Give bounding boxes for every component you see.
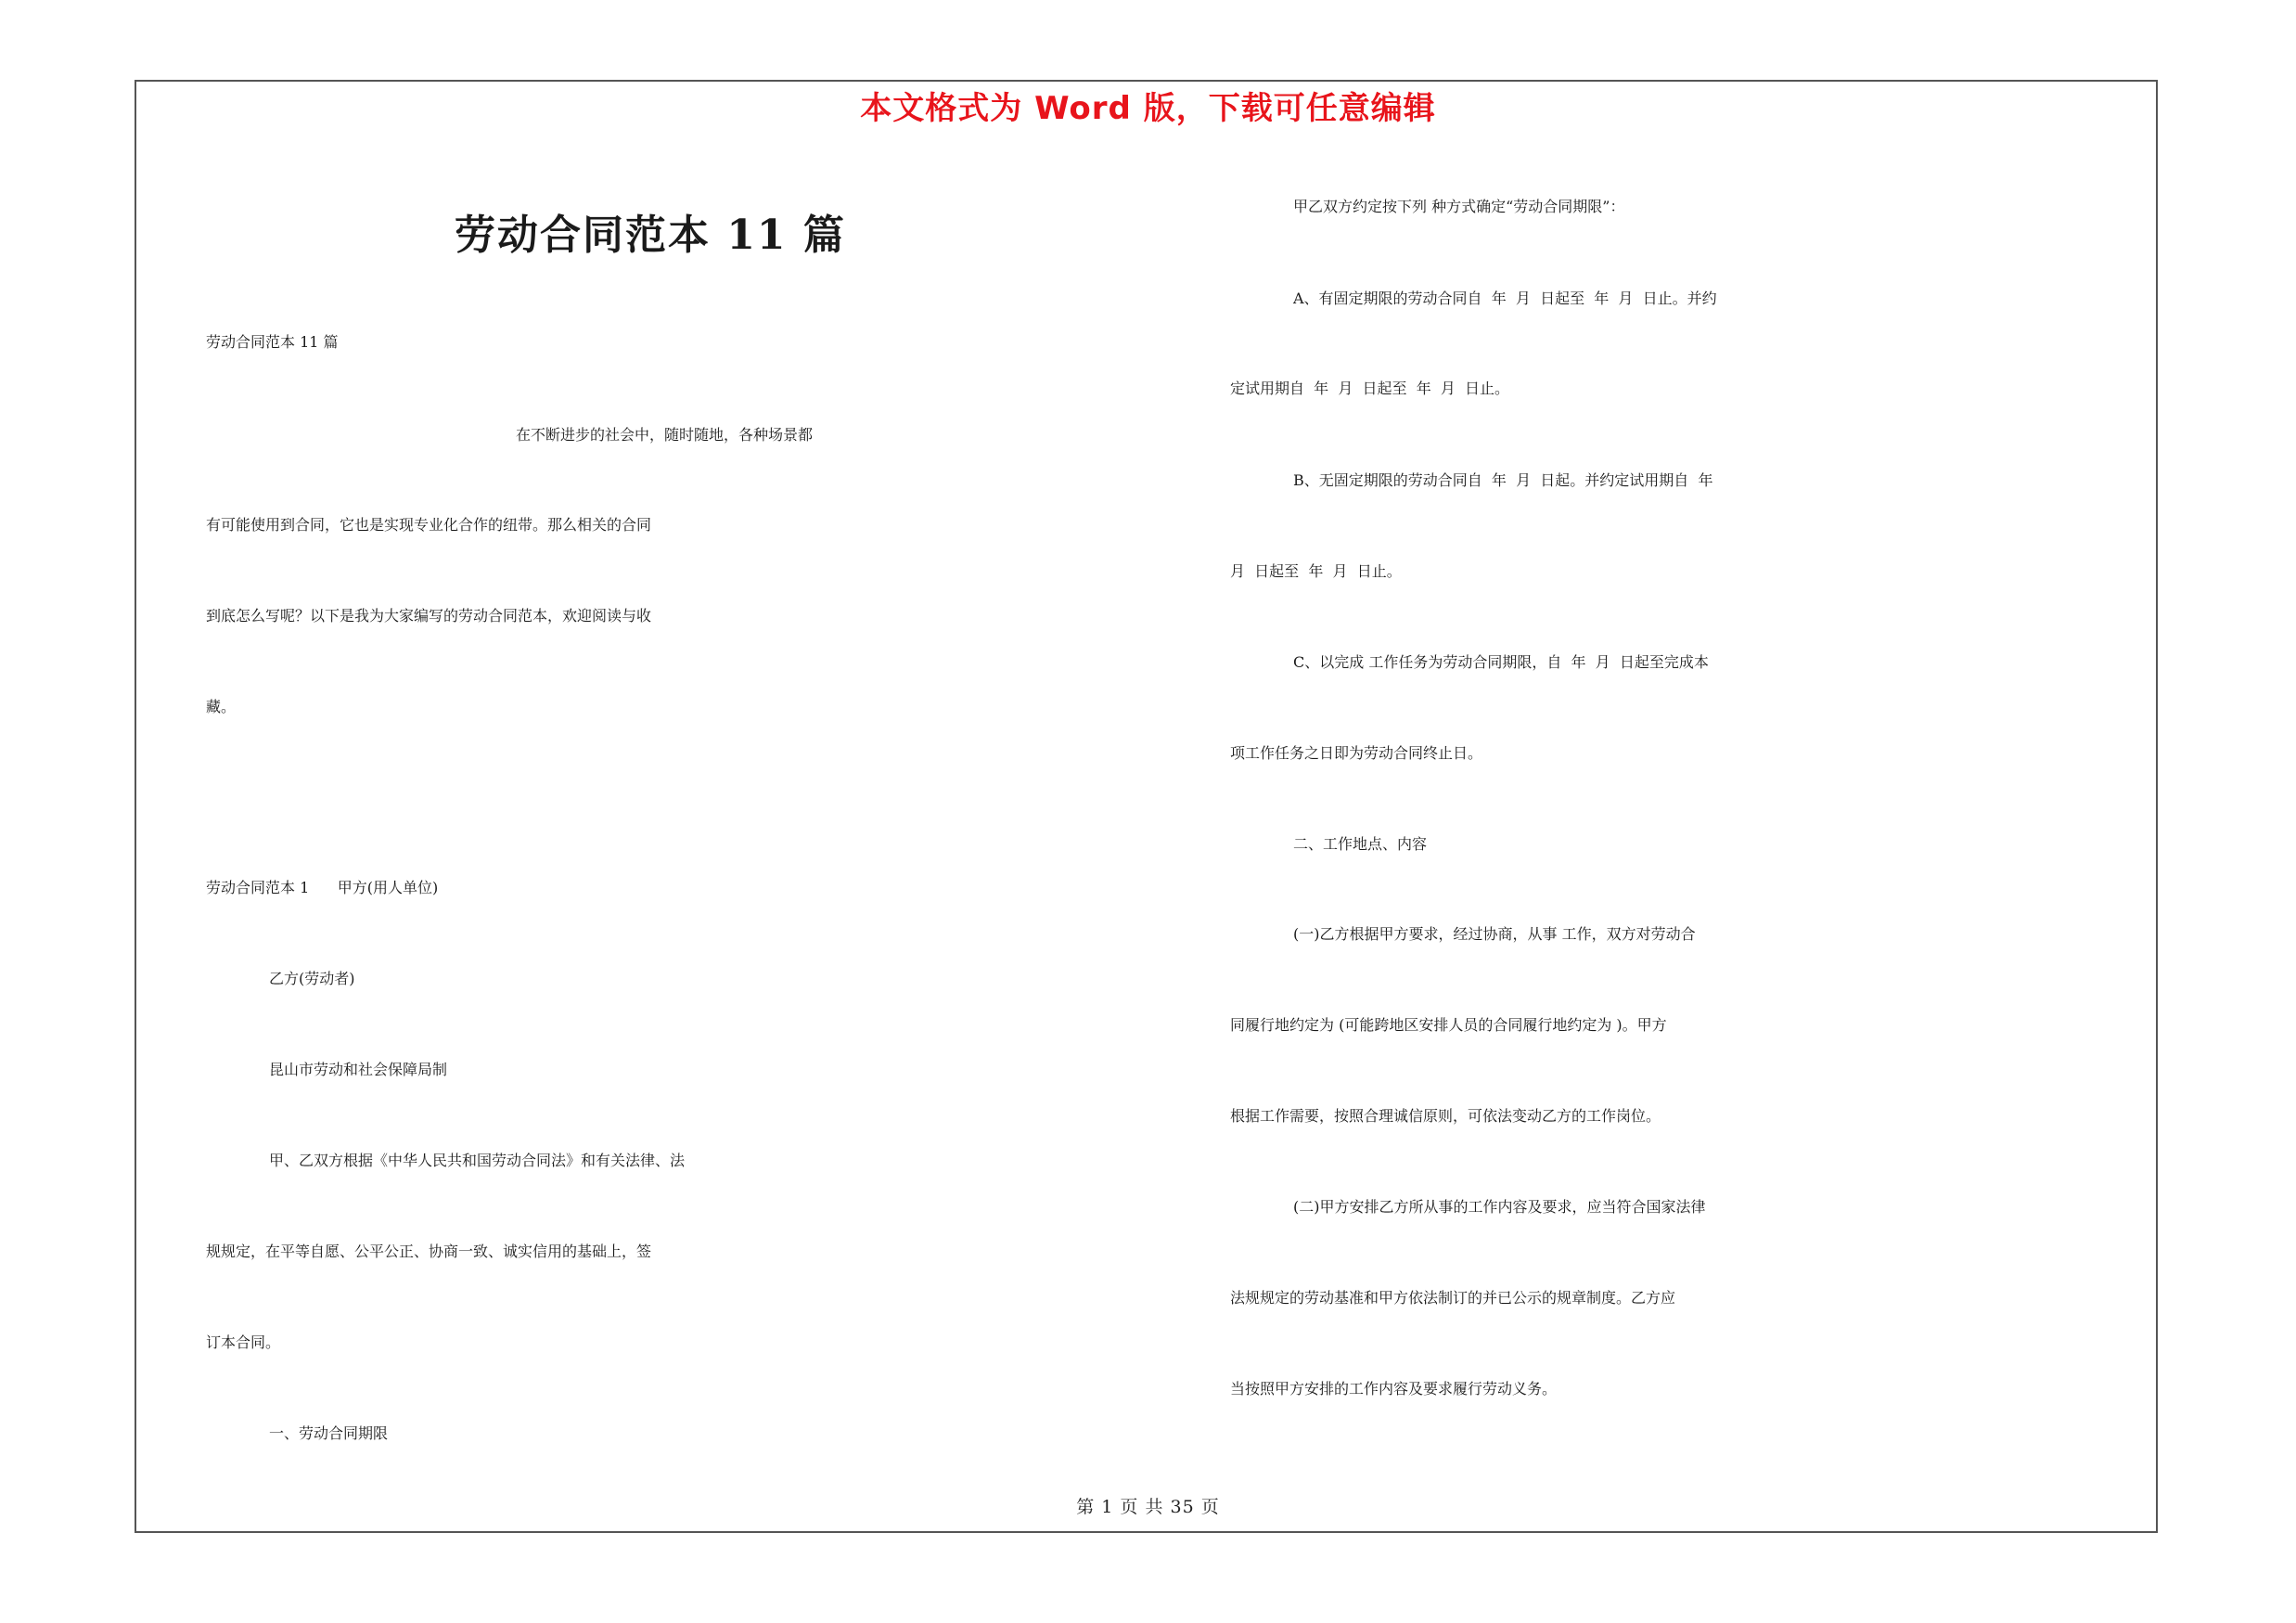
section-heading: 二、工作地点、内容 bbox=[1293, 835, 1428, 853]
body-line: 月 日起至 年 月 日止。 bbox=[1230, 562, 1402, 580]
body-line: 到底怎么写呢？以下是我为大家编写的劳动合同范本，欢迎阅读与收 bbox=[206, 607, 652, 625]
body-line: 藏。 bbox=[206, 698, 237, 715]
body-line: 劳动合同范本 1 甲方(用人单位) bbox=[206, 879, 439, 896]
body-line: 规规定，在平等自愿、公平公正、协商一致、诚实信用的基础上，签 bbox=[206, 1243, 652, 1260]
body-line: 乙方(劳动者) bbox=[269, 970, 355, 987]
body-line: 在不断进步的社会中，随时随地，各种场景都 bbox=[516, 426, 814, 444]
body-line: 甲乙双方约定按下列 种方式确定“劳动合同期限”： bbox=[1293, 198, 1625, 215]
body-line: 项工作任务之日即为劳动合同终止日。 bbox=[1230, 744, 1483, 762]
body-line: C、以完成 工作任务为劳动合同期限，自 年 月 日起至完成本 bbox=[1293, 653, 1709, 671]
body-line: 甲、乙双方根据《中华人民共和国劳动合同法》和有关法律、法 bbox=[269, 1152, 686, 1169]
page-border bbox=[135, 80, 2158, 1533]
body-line: 同履行地约定为 (可能跨地区安排人员的合同履行地约定为 )。甲方 bbox=[1230, 1016, 1667, 1034]
body-line: 有可能使用到合同，它也是实现专业化合作的纽带。那么相关的合同 bbox=[206, 516, 652, 534]
body-line: 劳动合同范本 11 篇 bbox=[206, 333, 339, 351]
page-number-footer: 第 1 页 共 35 页 bbox=[1076, 1497, 1220, 1517]
body-line: 法规规定的劳动基准和甲方依法制订的并已公示的规章制度。乙方应 bbox=[1230, 1289, 1676, 1307]
document-title: 劳动合同范本 11 篇 bbox=[455, 212, 846, 259]
body-line: 当按照甲方安排的工作内容及要求履行劳动义务。 bbox=[1230, 1380, 1558, 1398]
body-line: B、无固定期限的劳动合同自 年 月 日起。并约定试用期自 年 bbox=[1293, 471, 1713, 489]
body-line: A、有固定期限的劳动合同自 年 月 日起至 年 月 日止。并约 bbox=[1293, 290, 1717, 307]
body-line: (二)甲方安排乙方所从事的工作内容及要求，应当符合国家法律 bbox=[1293, 1198, 1706, 1216]
body-line: 昆山市劳动和社会保障局制 bbox=[269, 1061, 448, 1078]
body-line: 根据工作需要，按照合理诚信原则，可依法变动乙方的工作岗位。 bbox=[1230, 1107, 1661, 1125]
section-heading: 一、劳动合同期限 bbox=[269, 1424, 389, 1442]
body-line: 定试用期自 年 月 日起至 年 月 日止。 bbox=[1230, 380, 1510, 397]
word-format-banner: 本文格式为 Word 版，下载可任意编辑 bbox=[860, 90, 1436, 127]
body-line: (一)乙方根据甲方要求，经过协商，从事 工作，双方对劳动合 bbox=[1293, 925, 1696, 943]
body-line: 订本合同。 bbox=[206, 1333, 281, 1351]
